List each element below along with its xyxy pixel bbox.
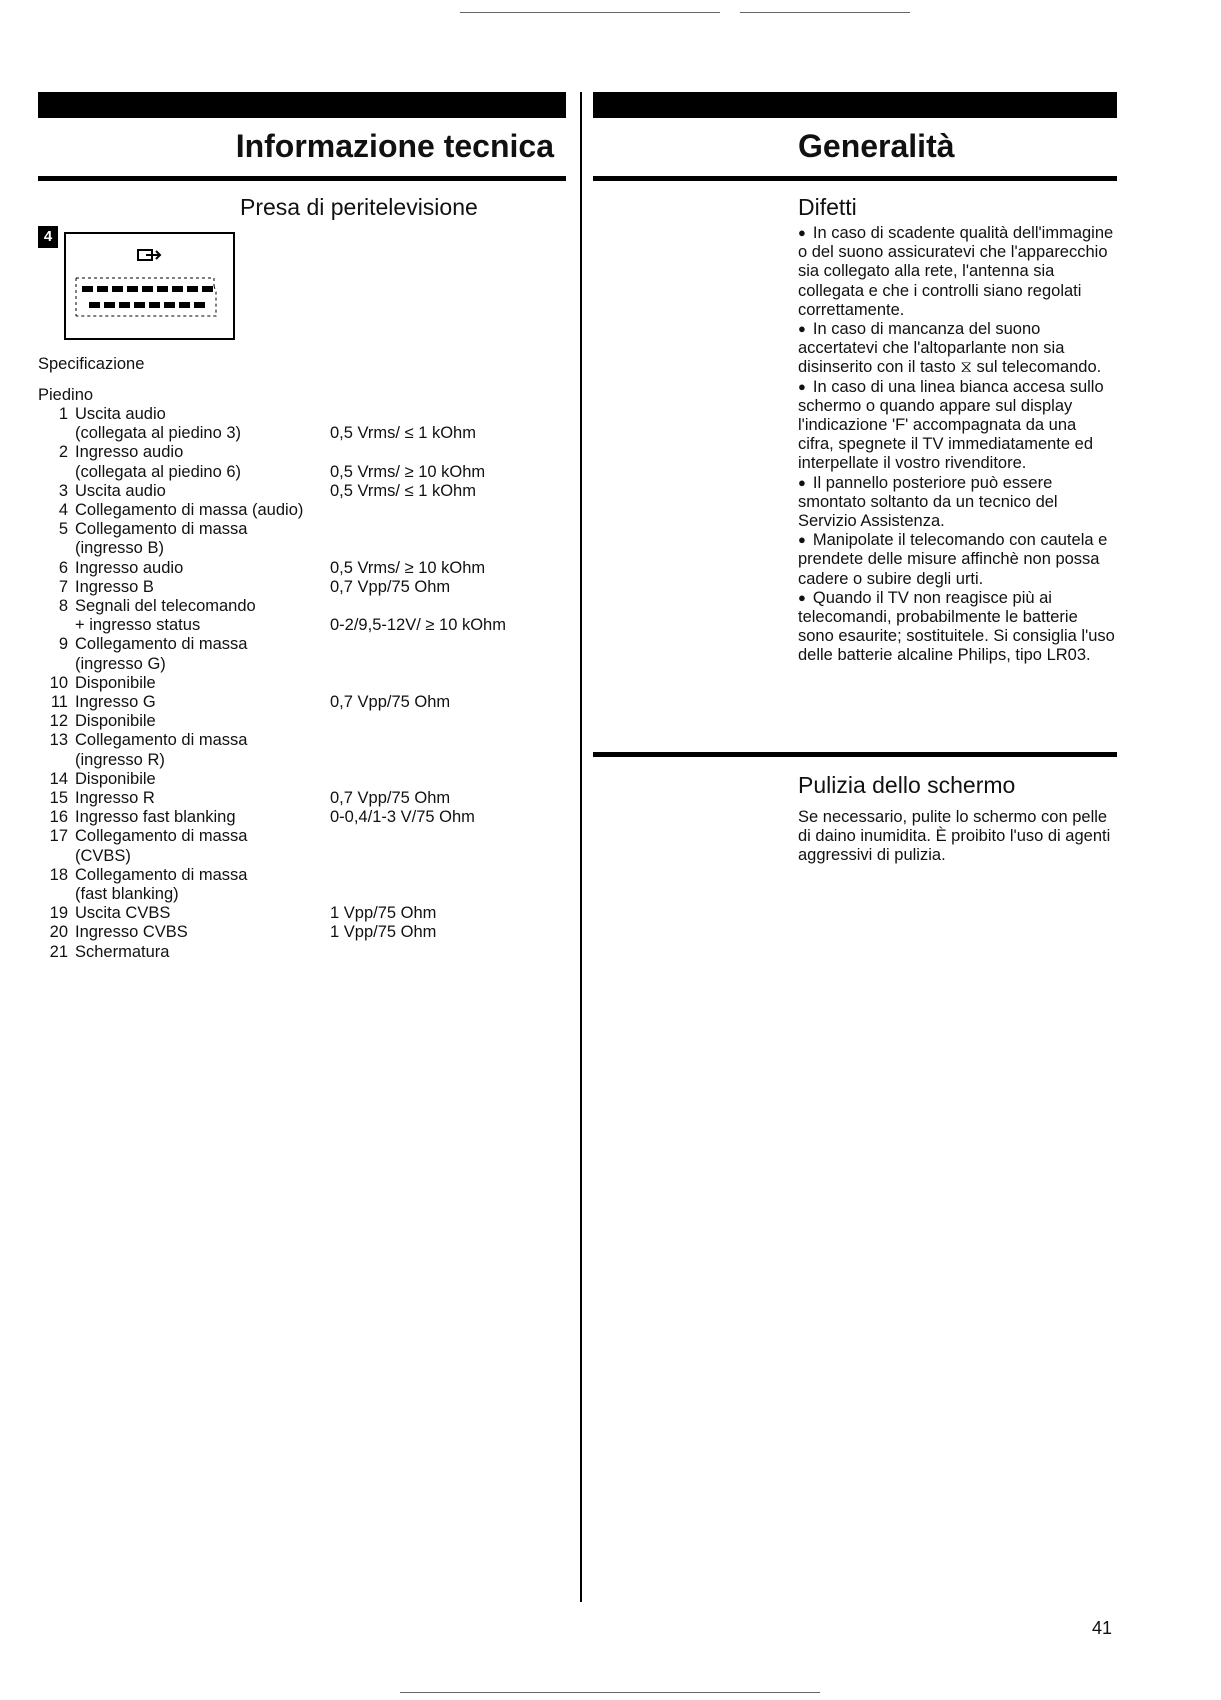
- table-row: 8 Segnali del telecomando: [58, 597, 256, 616]
- figure-badge: 4: [38, 226, 58, 248]
- list-item: ● In caso di mancanza del suono accertatevi che l'altoparlante non sia disinserito con il tasto ⧖ sul telecomando.: [798, 320, 1116, 378]
- table-row: 15 Ingresso R 0,7 Vpp/75 Ohm: [49, 789, 451, 808]
- spec-label: Specificazione: [38, 355, 145, 373]
- right-title-rule: [593, 176, 1117, 181]
- table-row: 18 Collegamento di massa: [49, 865, 248, 884]
- defects-list: [798, 224, 1116, 666]
- table-row: 19 Uscita CVBS 1 Vpp/75 Ohm: [49, 904, 437, 923]
- scart-connector-figure: [64, 232, 235, 340]
- table-row: (collegata al piedino 3) 0,5 Vrms/ ≤ 1 kOhm: [75, 424, 476, 443]
- table-row: 5 Collegamento di massa: [58, 520, 248, 539]
- table-row: + ingresso status 0-2/9,5-12V/ ≥ 10 kOhm: [75, 616, 506, 635]
- list-item: ● In caso di scadente qualità dell'immagine o del suono assicuratevi che l'apparecchio sia collegato alla rete, l'antenna sia collegata e che i controlli siano regolati correttamente.: [798, 224, 1116, 320]
- table-row: 3 Uscita audio 0,5 Vrms/ ≤ 1 kOhm: [58, 481, 476, 500]
- list-item: ● Manipolate il telecomando con cautela e prendete delle misure affinchè non possa cadere o subire degli urti.: [798, 531, 1116, 589]
- table-row: 9 Collegamento di massa: [58, 635, 248, 654]
- table-row: 10 Disponibile: [49, 673, 156, 692]
- table-row: 16 Ingresso fast blanking 0-0,4/1-3 V/75 Ohm: [49, 808, 475, 827]
- left-title-rule: [38, 176, 566, 181]
- table-row: 1 Uscita audio: [58, 405, 166, 423]
- list-item: ● In caso di una linea bianca accesa sullo schermo o quando appare sul display l'indicazione 'F' accompagnata da una cifra, spegnete il TV immediatamente ed interpellate il vostro rivenditore.: [798, 378, 1116, 474]
- left-title: Informazione tecnica: [235, 128, 554, 164]
- table-row: (ingresso G): [75, 654, 166, 673]
- list-item: ● Quando il TV non reagisce più ai telecomandi, probabilmente le batterie sono esaurite; sostituitele. Si consiglia l'uso delle batterie alcaline Philips, tipo LR03.: [798, 589, 1116, 666]
- table-row: 13 Collegamento di massa: [49, 731, 248, 750]
- left-header-bar: [38, 92, 566, 118]
- table-row: (collegata al piedino 6) 0,5 Vrms/ ≥ 10 kOhm: [75, 462, 486, 481]
- right-header-bar: [593, 92, 1117, 118]
- list-item: ● Il pannello posteriore può essere smontato soltanto da un tecnico del Servizio Assistenza.: [798, 474, 1116, 532]
- table-row: 20 Ingresso CVBS 1 Vpp/75 Ohm: [49, 923, 437, 942]
- cleaning-heading: Pulizia dello schermo: [798, 772, 1016, 798]
- table-row: (ingresso R): [75, 750, 165, 769]
- cleaning-text: Se necessario, pulite lo schermo con pelle di daino inumidita. È proibito l'uso di agenti aggressivi di pulizia.: [798, 808, 1111, 865]
- left-subtitle: Presa di peritelevisione: [240, 194, 478, 220]
- table-row: 21 Schermatura: [49, 942, 170, 961]
- table-row: 2 Ingresso audio: [58, 443, 184, 462]
- page-number: 41: [1092, 1618, 1113, 1638]
- table-row: 14 Disponibile: [49, 769, 156, 788]
- right-title: Generalità: [798, 128, 955, 164]
- table-row: 6 Ingresso audio 0,5 Vrms/ ≥ 10 kOhm: [58, 558, 486, 577]
- pin-table: [38, 405, 506, 962]
- defects-heading: Difetti: [798, 194, 857, 220]
- table-row: 11 Ingresso G 0,7 Vpp/75 Ohm: [50, 693, 451, 712]
- table-row: 7 Ingresso B 0,7 Vpp/75 Ohm: [58, 577, 451, 596]
- table-row: (fast blanking): [75, 885, 179, 904]
- pin-label: Piedino: [38, 386, 94, 404]
- table-row: (CVBS): [75, 846, 131, 865]
- table-row: (ingresso B): [75, 539, 164, 558]
- table-row: 4 Collegamento di massa (audio): [58, 501, 304, 520]
- scart-connector-icon: [66, 234, 233, 338]
- column-divider: [580, 92, 582, 1602]
- cleaning-rule: [593, 752, 1117, 757]
- table-row: 17 Collegamento di massa: [49, 827, 248, 846]
- table-row: 12 Disponibile: [49, 712, 156, 731]
